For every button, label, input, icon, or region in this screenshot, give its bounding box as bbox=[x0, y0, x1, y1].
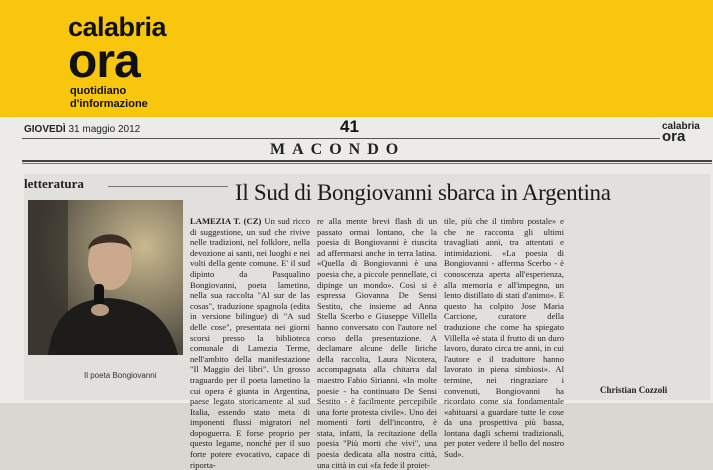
logo-line1: calabria bbox=[68, 12, 167, 42]
header-rule bbox=[22, 138, 660, 139]
section-rule-thin bbox=[22, 163, 712, 164]
logo-line2: ora bbox=[68, 35, 140, 88]
article-column-3: tile, più che il timbro postale» e che ne racconta gli ultimi travagliati anni, tra attentati e intimidazioni. «La poesia di Bongiovanni - afferma Scerbo - è conoscenza aperta all'esperienza, alla memoria e all'impegno, un lento distillato di stati d'animo». E questo ha colpito Jose Maria Carcione, curatore della traduzione che come ha spiegato Villella «è stata il frutto di un duro lavoro, durato circa tre anni, in cui l'autore e il traduttore hanno lavorato in piena simbiosi». Al termine, nei ringraziare i convenuti, Bongiovanni ha ricordato come sia fondamentale «abituarsi a guardare tutte le cose da una prospettiva più bassa, lontana dagli schemi tradizionali, per poter vedere il bello del nostro Sud». bbox=[444, 216, 564, 460]
section-title: MACONDO bbox=[270, 141, 406, 158]
logo-tagline: quotidiano d'informazione bbox=[70, 85, 148, 110]
newspaper-logo bbox=[68, 12, 198, 110]
rubric-label: letteratura bbox=[24, 176, 84, 191]
dateline: LAMEZIA T. (CZ) bbox=[190, 216, 262, 226]
article-headline: Il Sud di Bongiovanni sbarca in Argentina bbox=[235, 180, 611, 205]
column-1-text: Un sud ricco di suggestione, un sud che rivive nelle tradizioni, nel folklore, nella devozione ai santi, nei luoghi e nei volti della gente comune. E' il sud dipinto da Pasqualino Bongiovanni, poeta lametino, nella sua raccolta "Al sur de las cosas", traduzione spagnola (edita in versione bilingue) di "A sud delle cose", presentata nei giorni scorsi presso la biblioteca comunale di Lamezia Terme, nell'ambito della manifestazione "Il Maggio dei libri". Un grosso traguardo per il poeta lametino la cui opera è giunta in Argentina, paese legato storicamente al sud Italia, essendo stato meta di imponenti flussi migratori nel dopoguerra. E forse proprio per questo legame, nonché per il suo forte potere evocativo, capace di riporta- bbox=[190, 216, 311, 470]
article-column-2: re alla mente brevi flash di un passato ormai lontano, che la poesia di Bongiovanni è riuscita ad affermarsi anche in terra latina. «Quella di Bongiovanni è una poesia che, a piccole pennellate, ci dipinge un mondo». Così si è espressa Giovanna De Sensi Sestito, che insieme ad Anna Stella Scerbo e Giuseppe Villella hanno conversato con l'autore nel corso della presentazione. A declamare alcune delle liriche della raccolta, Laura Nicotera, accompagnata alla chitarra dal maestro Fabio Sirianni. «In molte poesie - ha continuato De Sensi Sestito - è facilmente percepibile una forte protesta civile». Uno dei momenti forti dell'incontro, è stata, infatti, la recitazione della poesia "Più morti che vivi", una poesia dedicata alla nostra città, una città in cui «fa fede il proiet- bbox=[317, 216, 437, 470]
date: 31 maggio 2012 bbox=[68, 124, 141, 135]
mini-logo-line1: calabria bbox=[662, 121, 700, 132]
article-author: Christian Cozzoli bbox=[600, 385, 668, 395]
rubric-rule bbox=[108, 186, 228, 187]
poet-photo-image bbox=[28, 200, 183, 355]
weekday: GIOVEDÌ bbox=[24, 124, 66, 135]
photo-caption: Il poeta Bongiovanni bbox=[84, 371, 157, 380]
mini-logo bbox=[662, 121, 712, 149]
section-rule bbox=[22, 160, 712, 162]
article-column-1 bbox=[190, 216, 311, 470]
poet-photo bbox=[28, 200, 183, 355]
mini-logo-line2: ora bbox=[662, 128, 686, 145]
page-number: 41 bbox=[340, 117, 359, 136]
page-date bbox=[24, 124, 140, 135]
masthead-banner bbox=[0, 0, 713, 117]
